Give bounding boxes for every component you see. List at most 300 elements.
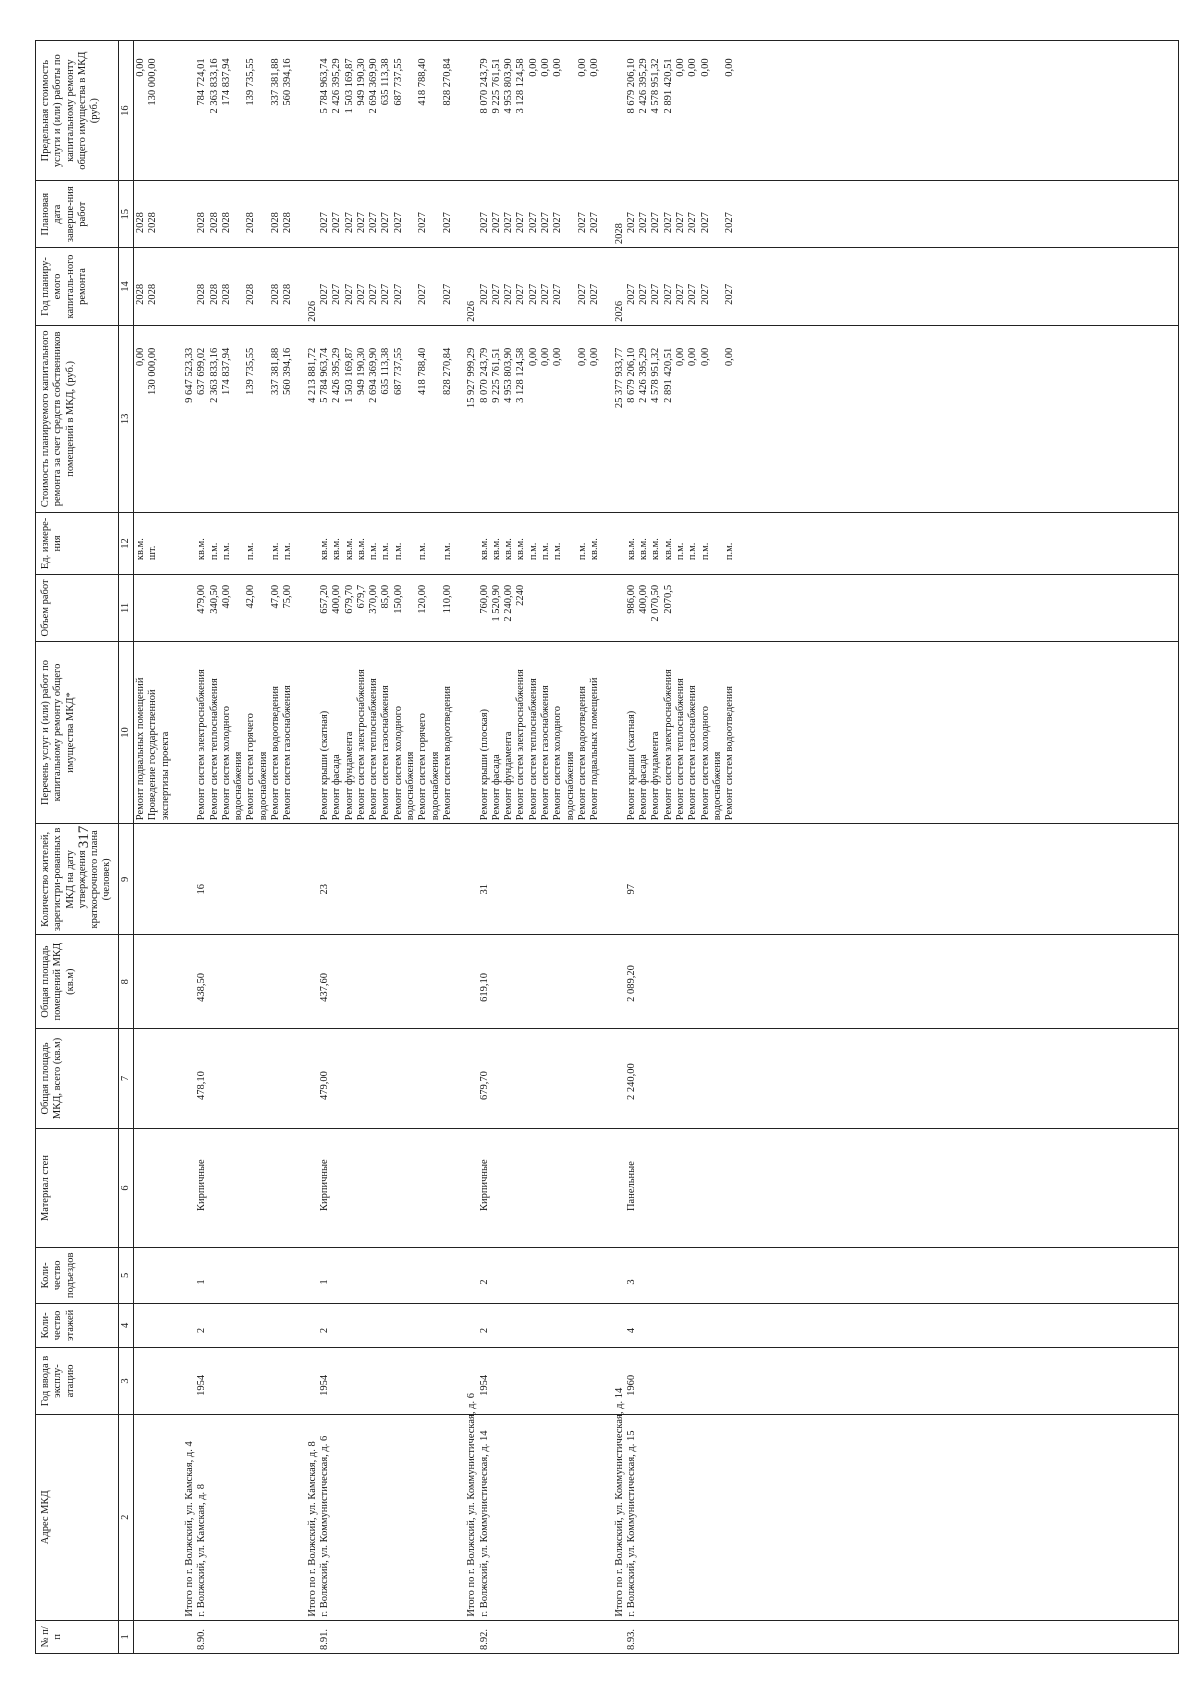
limit-cost: 635 113,38 [380,58,392,106]
end-date: 2027 [589,212,601,234]
work-unit: кв.м. [331,538,343,561]
work-volume: 40,00 [220,584,232,609]
total-cost: 15 927 999,29 [466,347,478,409]
total-year: 2026 [306,300,318,322]
col-number: 13 [118,325,133,512]
work-unit: кв.м. [135,538,147,561]
col-header: Предельная стоимость услуги и (или) работы по капитальному ремонту общего имущества в МКД (руб.) [36,41,119,181]
work-cost: 0,00 [552,347,564,367]
limit-cost: 687 737,55 [392,58,404,106]
end-date: 2027 [527,212,539,234]
end-date: 2027 [343,212,355,234]
work-unit: п.м. [220,542,232,561]
work-volume: 42,00 [245,584,257,609]
work-item: Ремонт крыши (плоская) [478,708,490,821]
work-volume: 479,00 [196,584,208,614]
year-built: 1954 [478,1374,490,1396]
cell-col-14 [134,248,1179,326]
end-date: 2027 [540,212,552,234]
repair-year: 2028 [135,283,147,305]
col-header: Год ввода в эксплу-атацию [36,1348,119,1415]
total-label: Итого по г. Волжский, ул. Камская, д. 8 [306,1441,318,1617]
repair-year: 2027 [540,283,552,305]
end-date: 2027 [392,212,404,234]
floors: 2 [478,1327,490,1334]
work-unit: п.м. [552,542,564,561]
work-item: Ремонт систем холодного водоснабжения [699,706,723,821]
repair-year: 2027 [503,283,515,305]
work-item: Ремонт систем теплоснабжения [208,678,220,821]
limit-cost: 1 503 169,87 [343,58,355,114]
work-unit: кв.м. [589,538,601,561]
work-volume: 679,70 [343,584,355,614]
end-date: 2027 [417,212,429,234]
limit-cost: 828 270,84 [441,58,453,106]
work-volume: 2240 [515,584,527,606]
work-unit: кв.м. [355,538,367,561]
end-date: 2028 [196,212,208,234]
work-unit: кв.м. [638,538,650,561]
work-cost: 5 784 963,74 [318,347,330,403]
col-header: Коли-чество этажей [36,1303,119,1347]
col-number: 3 [118,1348,133,1415]
work-cost: 1 503 169,87 [343,347,355,403]
col-number: 14 [118,248,133,326]
work-volume: 679,7 [355,584,367,609]
limit-cost: 0,00 [675,58,687,77]
wall-material: Панельные [625,1161,637,1212]
repair-year: 2027 [687,283,699,305]
work-item: Ремонт подвальных помещений [589,677,601,821]
work-cost: 8 679 206,10 [625,347,637,403]
col-number: 1 [118,1620,133,1653]
work-item: Ремонт систем водоотведения [441,686,453,821]
work-item: Ремонт систем электроснабжения [355,669,367,821]
work-item: Ремонт систем газоснабжения [687,685,699,821]
repair-year: 2028 [245,283,257,305]
end-date: 2028 [147,212,159,234]
work-item: Ремонт фундамента [650,731,662,821]
address: г. Волжский, ул. Камская, д. 8 [196,1483,208,1617]
work-unit: п.м. [417,542,429,561]
cell-col-9 [134,824,1179,935]
area-total: 479,00 [318,1071,330,1101]
repair-year: 2027 [527,283,539,305]
work-item: Ремонт систем теплоснабжения [675,678,687,821]
end-date: 2027 [638,212,650,234]
repair-year: 2027 [478,283,490,305]
end-date: 2028 [135,212,147,234]
work-cost: 8 070 243,79 [478,347,490,403]
total-cost: 4 213 881,72 [306,347,318,403]
repair-year: 2027 [343,283,355,305]
header-row [36,41,119,1654]
repair-year: 2027 [417,283,429,305]
work-cost: 0,00 [687,347,699,367]
area-rooms: 437,60 [318,973,330,1002]
limit-cost: 2 426 395,29 [331,58,343,114]
work-item: Ремонт фасада [638,754,650,821]
work-volume: 657,20 [318,584,330,614]
col-header: Коли-чество подъездов [36,1248,119,1304]
area-total: 478,10 [196,1071,208,1101]
work-unit: п.м. [270,542,282,561]
work-volume: 370,00 [368,584,380,614]
entrances: 1 [196,1279,208,1285]
total-label: Итого по г. Волжский, ул. Коммунистическая, д. 6 [466,1393,478,1617]
col-header: Общая площадь МКД, всего (кв.м) [36,1028,119,1128]
work-item: Ремонт подвальных помещений [135,677,147,821]
limit-cost: 0,00 [687,58,699,77]
work-cost: 637 699,02 [196,347,208,396]
col-number: 15 [118,181,133,248]
col-number: 6 [118,1129,133,1248]
limit-cost: 174 837,94 [220,58,232,106]
work-volume: 1 520,90 [490,584,502,622]
work-unit: кв.м. [625,538,637,561]
residents: 97 [625,883,637,895]
end-date: 2027 [552,212,564,234]
wall-material: Кирпичные [196,1159,208,1212]
end-date: 2027 [478,212,490,234]
repair-year: 2027 [662,283,674,305]
cell-col-5 [134,1248,1179,1304]
work-cost: 418 788,40 [417,347,429,396]
limit-cost: 8 679 206,10 [625,58,637,114]
cell-col-10 [134,641,1179,823]
work-cost: 2 363 833,16 [208,347,220,403]
entrances: 2 [478,1279,490,1285]
address: г. Волжский, ул. Коммунистическая, д. 15 [625,1430,637,1617]
work-item: Ремонт систем электроснабжения [515,669,527,821]
residents: 31 [478,883,490,895]
work-item: Ремонт систем электроснабжения [196,669,208,821]
work-item: Ремонт систем газоснабжения [282,685,294,821]
work-cost: 828 270,84 [441,347,453,396]
work-item: Ремонт систем теплоснабжения [527,678,539,821]
work-unit: кв.м. [515,538,527,561]
work-volume: 2 240,00 [503,584,515,622]
col-number: 5 [118,1248,133,1304]
work-unit: п.м. [282,542,294,561]
work-unit: кв.м. [196,538,208,561]
repair-year: 2027 [638,283,650,305]
wall-material: Кирпичные [318,1159,330,1212]
col-header: Плановая дата заверше-ния работ [36,181,119,248]
col-number: 10 [118,641,133,823]
limit-cost: 2 891 420,51 [662,58,674,114]
page-number: 317 [76,825,92,849]
limit-cost: 2 426 395,29 [638,58,650,114]
address: г. Волжский, ул. Коммунистическая, д. 14 [478,1430,490,1617]
col-number: 2 [118,1414,133,1620]
limit-cost: 139 735,55 [245,58,257,106]
work-cost: 0,00 [589,347,601,367]
end-date: 2028 [220,212,232,234]
col-header: Материал стен [36,1129,119,1248]
end-date: 2027 [515,212,527,234]
work-volume: 110,00 [441,584,453,614]
table-body-row [134,41,1179,1654]
residents: 16 [196,883,208,895]
repair-year: 2027 [331,283,343,305]
work-unit: п.м. [392,542,404,561]
col-number: 12 [118,512,133,574]
cell-col-6 [134,1129,1179,1248]
work-unit: кв.м. [662,538,674,561]
work-item: Ремонт систем электроснабжения [662,669,674,821]
work-cost: 4 953 803,90 [503,347,515,403]
work-cost: 687 737,55 [392,347,404,396]
cell-col-7 [134,1028,1179,1128]
repair-year: 2028 [196,283,208,305]
col-header: Количество жителей, зарегистри-рованных в МКД на дату утверждения краткосрочного плана (человек) [36,824,119,935]
cell-col-4 [134,1303,1179,1347]
work-cost: 2 426 395,29 [638,347,650,403]
area-total: 2 240,00 [625,1063,637,1101]
work-unit: п.м. [687,542,699,561]
work-cost: 560 394,16 [282,347,294,396]
work-volume: 120,00 [417,584,429,614]
work-volume: 760,00 [478,584,490,614]
work-item: Ремонт крыши (скатная) [625,710,637,821]
column-number-row [118,41,133,1654]
limit-cost: 4 578 951,32 [650,58,662,114]
work-unit: кв.м. [490,538,502,561]
work-unit: п.м. [208,542,220,561]
limit-cost: 0,00 [552,58,564,77]
work-cost: 3 128 124,58 [515,347,527,403]
col-header: Адрес МКД [36,1414,119,1620]
end-date: 2027 [355,212,367,234]
item-number: 8.92. [478,1629,490,1650]
work-item: Ремонт фасада [331,754,343,821]
col-number: 8 [118,935,133,1028]
year-built: 1960 [625,1374,637,1396]
limit-cost: 560 394,16 [282,58,294,106]
cell-col-8 [134,935,1179,1028]
work-cost: 0,00 [576,347,588,367]
work-item: Ремонт систем теплоснабжения [368,678,380,821]
year-built: 1954 [318,1374,330,1396]
work-cost: 174 837,94 [220,347,232,396]
repair-year: 2027 [355,283,367,305]
end-date: 2027 [380,212,392,234]
work-volume: 75,00 [282,584,294,609]
work-cost: 0,00 [527,347,539,367]
total-year: 2026 [466,300,478,322]
limit-cost: 8 070 243,79 [478,58,490,114]
work-item: Ремонт систем газоснабжения [540,685,552,821]
work-volume: 150,00 [392,584,404,614]
repair-year: 2027 [552,283,564,305]
repair-year: 2027 [515,283,527,305]
work-unit: п.м. [527,542,539,561]
work-item: Ремонт систем водоотведения [576,686,588,821]
work-cost: 9 225 761,51 [490,347,502,403]
repair-year: 2028 [208,283,220,305]
repair-year: 2027 [589,283,601,305]
work-item: Проведение государственной экспертизы проекта [147,689,171,821]
work-item: Ремонт фундамента [343,731,355,821]
total-label: Итого по г. Волжский, ул. Коммунистическая, д. 14 [613,1387,625,1617]
limit-cost: 5 784 963,74 [318,58,330,114]
work-cost: 0,00 [135,347,147,367]
repair-year: 2027 [576,283,588,305]
floors: 2 [318,1327,330,1334]
total-cost: 25 377 933,77 [613,347,625,409]
wall-material: Кирпичные [478,1159,490,1212]
limit-cost: 337 381,88 [270,58,282,106]
floors: 4 [625,1327,637,1334]
item-number: 8.93. [625,1629,637,1650]
work-volume: 986,00 [625,584,637,614]
limit-cost: 784 724,01 [196,58,208,106]
work-unit: кв.м. [503,538,515,561]
end-date: 2027 [625,212,637,234]
col-header: Перечень услуг и (или) работ по капитальному ремонту общего имущества МКД* [36,641,119,823]
end-date: 2027 [318,212,330,234]
work-item: Ремонт крыши (скатная) [318,710,330,821]
work-unit: кв.м. [343,538,355,561]
work-cost: 0,00 [724,347,736,367]
limit-cost: 9 225 761,51 [490,58,502,114]
work-item: Ремонт систем газоснабжения [380,685,392,821]
repair-year: 2028 [282,283,294,305]
limit-cost: 0,00 [527,58,539,77]
repair-year: 2028 [147,283,159,305]
entrances: 3 [625,1279,637,1285]
limit-cost: 418 788,40 [417,58,429,106]
work-item: Ремонт систем холодного водоснабжения [392,706,417,821]
work-cost: 2 694 369,90 [368,347,380,403]
repair-year: 2027 [724,283,736,305]
cell-col-15 [134,181,1179,248]
work-unit: п.м. [368,542,380,561]
item-number: 8.90. [196,1629,208,1650]
col-number: 9 [118,824,133,935]
work-cost: 4 578 951,32 [650,347,662,403]
repair-year: 2028 [220,283,232,305]
col-header: Ед. измере-ния [36,512,119,574]
end-date: 2028 [208,212,220,234]
work-volume: 400,00 [638,584,650,614]
residents: 23 [318,883,330,895]
work-cost: 2 891 420,51 [662,347,674,403]
repair-year: 2027 [441,283,453,305]
work-unit: п.м. [245,542,257,561]
work-unit: п.м. [699,542,711,561]
address: г. Волжский, ул. Коммунистическая, д. 6 [318,1435,330,1617]
repair-year: 2027 [625,283,637,305]
repair-year: 2027 [318,283,330,305]
end-date: 2028 [282,212,294,234]
end-date: 2027 [650,212,662,234]
work-cost: 337 381,88 [270,347,282,396]
col-header: Объем работ [36,575,119,642]
work-unit: кв.м. [318,538,330,561]
limit-cost: 0,00 [576,58,588,77]
end-date: 2027 [490,212,502,234]
work-unit: кв.м. [478,538,490,561]
col-number: 7 [118,1028,133,1128]
col-header: Общая площадь помещений МКД (кв.м) [36,935,119,1028]
work-volume: 2 070,50 [650,584,662,622]
end-date: 2027 [576,212,588,234]
area-rooms: 2 089,20 [625,965,637,1002]
repair-year: 2027 [675,283,687,305]
item-number: 8.91. [318,1629,330,1650]
end-date: 2027 [503,212,515,234]
work-cost: 139 735,55 [245,347,257,396]
repair-year: 2027 [380,283,392,305]
cell-col-1 [134,1620,1179,1653]
work-cost: 2 426 395,29 [331,347,343,403]
total-end-date: 2028 [613,223,625,245]
end-date: 2027 [687,212,699,234]
work-item: Ремонт систем водоотведения [724,686,736,821]
repair-year: 2028 [270,283,282,305]
work-unit: п.м. [380,542,392,561]
work-item: Ремонт систем холодного водоснабжения [220,706,245,821]
col-number: 4 [118,1303,133,1347]
cell-col-2 [134,1387,1179,1620]
work-item: Ремонт систем горячего водоснабжения [417,713,441,821]
work-item: Ремонт фасада [490,754,502,821]
work-unit: п.м. [441,542,453,561]
work-cost: 635 113,38 [380,347,392,395]
end-date: 2028 [270,212,282,234]
work-item: Ремонт систем горячего водоснабжения [245,713,269,821]
repair-year: 2027 [699,283,711,305]
col-number: 11 [118,575,133,642]
limit-cost: 3 128 124,58 [515,58,527,114]
cell-col-3 [134,1348,1179,1415]
limit-cost: 2 363 833,16 [208,58,220,114]
end-date: 2027 [699,212,711,234]
repair-year: 2027 [368,283,380,305]
limit-cost: 2 694 369,90 [368,58,380,114]
limit-cost: 130 000,00 [147,58,159,106]
entrances: 1 [318,1279,330,1285]
end-date: 2027 [331,212,343,234]
end-date: 2027 [675,212,687,234]
repair-year: 2027 [490,283,502,305]
floors: 2 [196,1327,208,1334]
work-unit: кв.м. [650,538,662,561]
total-label: Итого по г. Волжский, ул. Камская, д. 4 [183,1441,195,1617]
work-cost: 130 000,00 [147,347,159,396]
work-item: Ремонт фундамента [503,731,515,821]
area-rooms: 619,10 [478,973,490,1002]
cell-col-12 [134,512,1179,574]
work-item: Ремонт систем водоотведения [270,686,282,821]
work-unit: п.м. [724,542,736,561]
work-cost: 0,00 [699,347,711,367]
work-unit: шт. [147,545,159,561]
end-date: 2027 [368,212,380,234]
work-item: Ремонт систем холодного водоснабжения [552,706,576,821]
total-cost: 9 647 523,33 [183,347,195,403]
cell-col-16 [134,41,1179,181]
work-volume: 2070,5 [662,584,674,614]
cell-col-11 [134,575,1179,642]
year-built: 1954 [196,1374,208,1396]
work-volume: 47,00 [270,584,282,609]
limit-cost: 949 190,30 [355,58,367,106]
end-date: 2027 [441,212,453,234]
cell-col-13 [134,325,1179,512]
